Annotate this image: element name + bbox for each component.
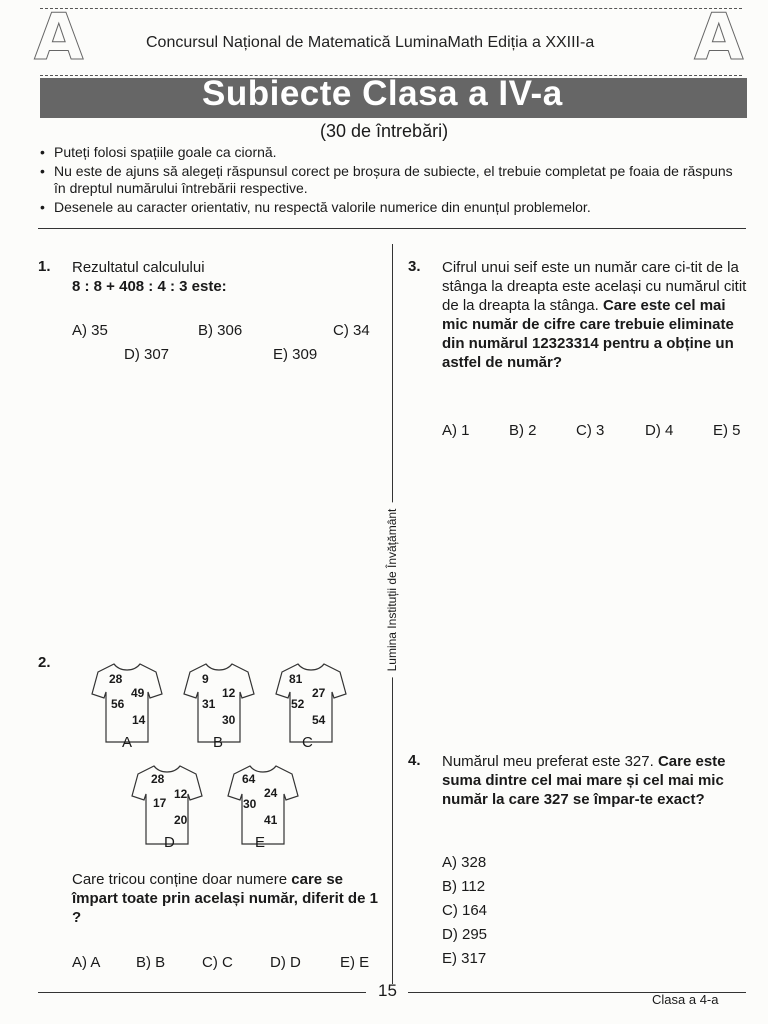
shirt-d-num: 20 [174, 813, 188, 827]
shirt-b [184, 664, 254, 742]
shirt-d-num: 12 [174, 787, 188, 801]
shirt-a-num: 56 [111, 697, 125, 711]
instruction-item: • Desenele au caracter orientativ, nu respectă valorile numerice din enunțul problemelor. [38, 199, 738, 216]
instruction-item: • Nu este de ajuns să alegeți răspunsul corect pe broșura de subiecte, el trebuie completat pe foaia de răspuns în dreptul numărului întrebării respective. [38, 163, 738, 197]
q1-text: Rezultatul calculului 8 : 8 + 408 : 4 : 3 este: [72, 259, 227, 295]
q1-option-c[interactable]: C) 34 [333, 322, 370, 339]
shirt-b-num: 30 [222, 713, 236, 727]
shirt-c-num: 52 [291, 697, 305, 711]
shirt-a-num: 28 [109, 672, 123, 686]
shirt-b-num: 31 [202, 697, 216, 711]
shirt-c-label: C [302, 734, 313, 751]
shirt-c-num: 81 [289, 672, 303, 686]
q3-number: 3. [408, 258, 421, 275]
logo-letter-left: A [34, 1, 84, 75]
q2-number: 2. [38, 654, 51, 671]
q4-option-b[interactable]: B) 112 [442, 878, 486, 895]
q2-option-d[interactable]: D) D [270, 954, 301, 971]
shirt-e-num: 24 [264, 786, 278, 800]
shirt-d-num: 28 [151, 772, 165, 786]
q1-option-d[interactable]: D) 307 [124, 346, 170, 363]
shirt-a-label: A [122, 734, 133, 751]
shirt-e [228, 766, 298, 844]
q3-option-a[interactable]: A) 1 [442, 422, 470, 439]
q2-option-c[interactable]: C) C [202, 954, 233, 971]
instructions-list [38, 144, 738, 218]
shirt-d-label: D [164, 834, 175, 851]
q4-option-e[interactable]: E) 317 [442, 950, 487, 967]
side-credit: Lumina Instituții de Învățământ [385, 503, 399, 678]
page-title: Subiecte Clasa a IV-a [202, 74, 563, 113]
class-label: Clasa a 4-a [652, 992, 719, 1007]
shirt-a-num: 14 [132, 713, 146, 727]
shirt-c-num: 27 [312, 686, 326, 700]
q2-option-a[interactable]: A) A [72, 954, 101, 971]
page-subtitle: (30 de întrebări) [320, 121, 449, 141]
q2-option-b[interactable]: B) B [136, 954, 166, 971]
shirt-e-num: 30 [243, 797, 257, 811]
logo-letter-right: A [694, 1, 744, 75]
q3-option-c[interactable]: C) 3 [576, 422, 605, 439]
shirt-e-label: E [255, 834, 266, 851]
shirt-a-num: 49 [131, 686, 145, 700]
shirt-b-num: 9 [202, 672, 209, 686]
q4-text: Numărul meu preferat este 327. Care este suma dintre cel mai mare și cel mai mic număr la care 327 se împar-te exact? [442, 753, 726, 808]
q4-option-a[interactable]: A) 328 [442, 854, 487, 871]
divider [38, 228, 746, 229]
shirt-a [92, 664, 162, 742]
q3-text: Cifrul unui seif este un număr care ci-tit de la stânga la dreapta este același cu numărul citit de la dreapta la stânga. Care este cel mai mic număr de cifre care trebuie eliminate din numărul 12323314 pentru a obține un astfel de număr? [442, 259, 747, 371]
shirt-b-num: 12 [222, 686, 236, 700]
shirt-c [276, 664, 346, 742]
q2-text: Care tricou conține doar numere care se împart toate prin același număr, diferit de 1 ? [72, 871, 378, 926]
q4-option-c[interactable]: C) 164 [442, 902, 488, 919]
page-number: 15 [378, 981, 397, 1000]
competition-name: Concursul Național de Matematică LuminaMath Ediția a XXIII-a [146, 34, 595, 51]
q4-option-d[interactable]: D) 295 [442, 926, 488, 943]
q1-option-b[interactable]: B) 306 [198, 322, 243, 339]
q3-option-e[interactable]: E) 5 [713, 422, 741, 439]
q3-option-d[interactable]: D) 4 [645, 422, 674, 439]
shirt-c-num: 54 [312, 713, 326, 727]
q2-option-e[interactable]: E) E [340, 954, 370, 971]
q4-number: 4. [408, 752, 421, 769]
q1-number: 1. [38, 258, 51, 275]
footer-divider-left [38, 992, 366, 993]
shirt-d-num: 17 [153, 796, 167, 810]
shirt-e-num: 41 [264, 813, 278, 827]
q3-option-b[interactable]: B) 2 [509, 422, 537, 439]
shirt-e-num: 64 [242, 772, 256, 786]
instruction-item: • Puteți folosi spațiile goale ca ciornă. [38, 144, 738, 161]
shirts-figure [80, 652, 380, 852]
q1-option-a[interactable]: A) 35 [72, 322, 108, 339]
shirt-b-label: B [213, 734, 224, 751]
shirt-d [132, 766, 202, 844]
q1-option-e[interactable]: E) 309 [273, 346, 318, 363]
